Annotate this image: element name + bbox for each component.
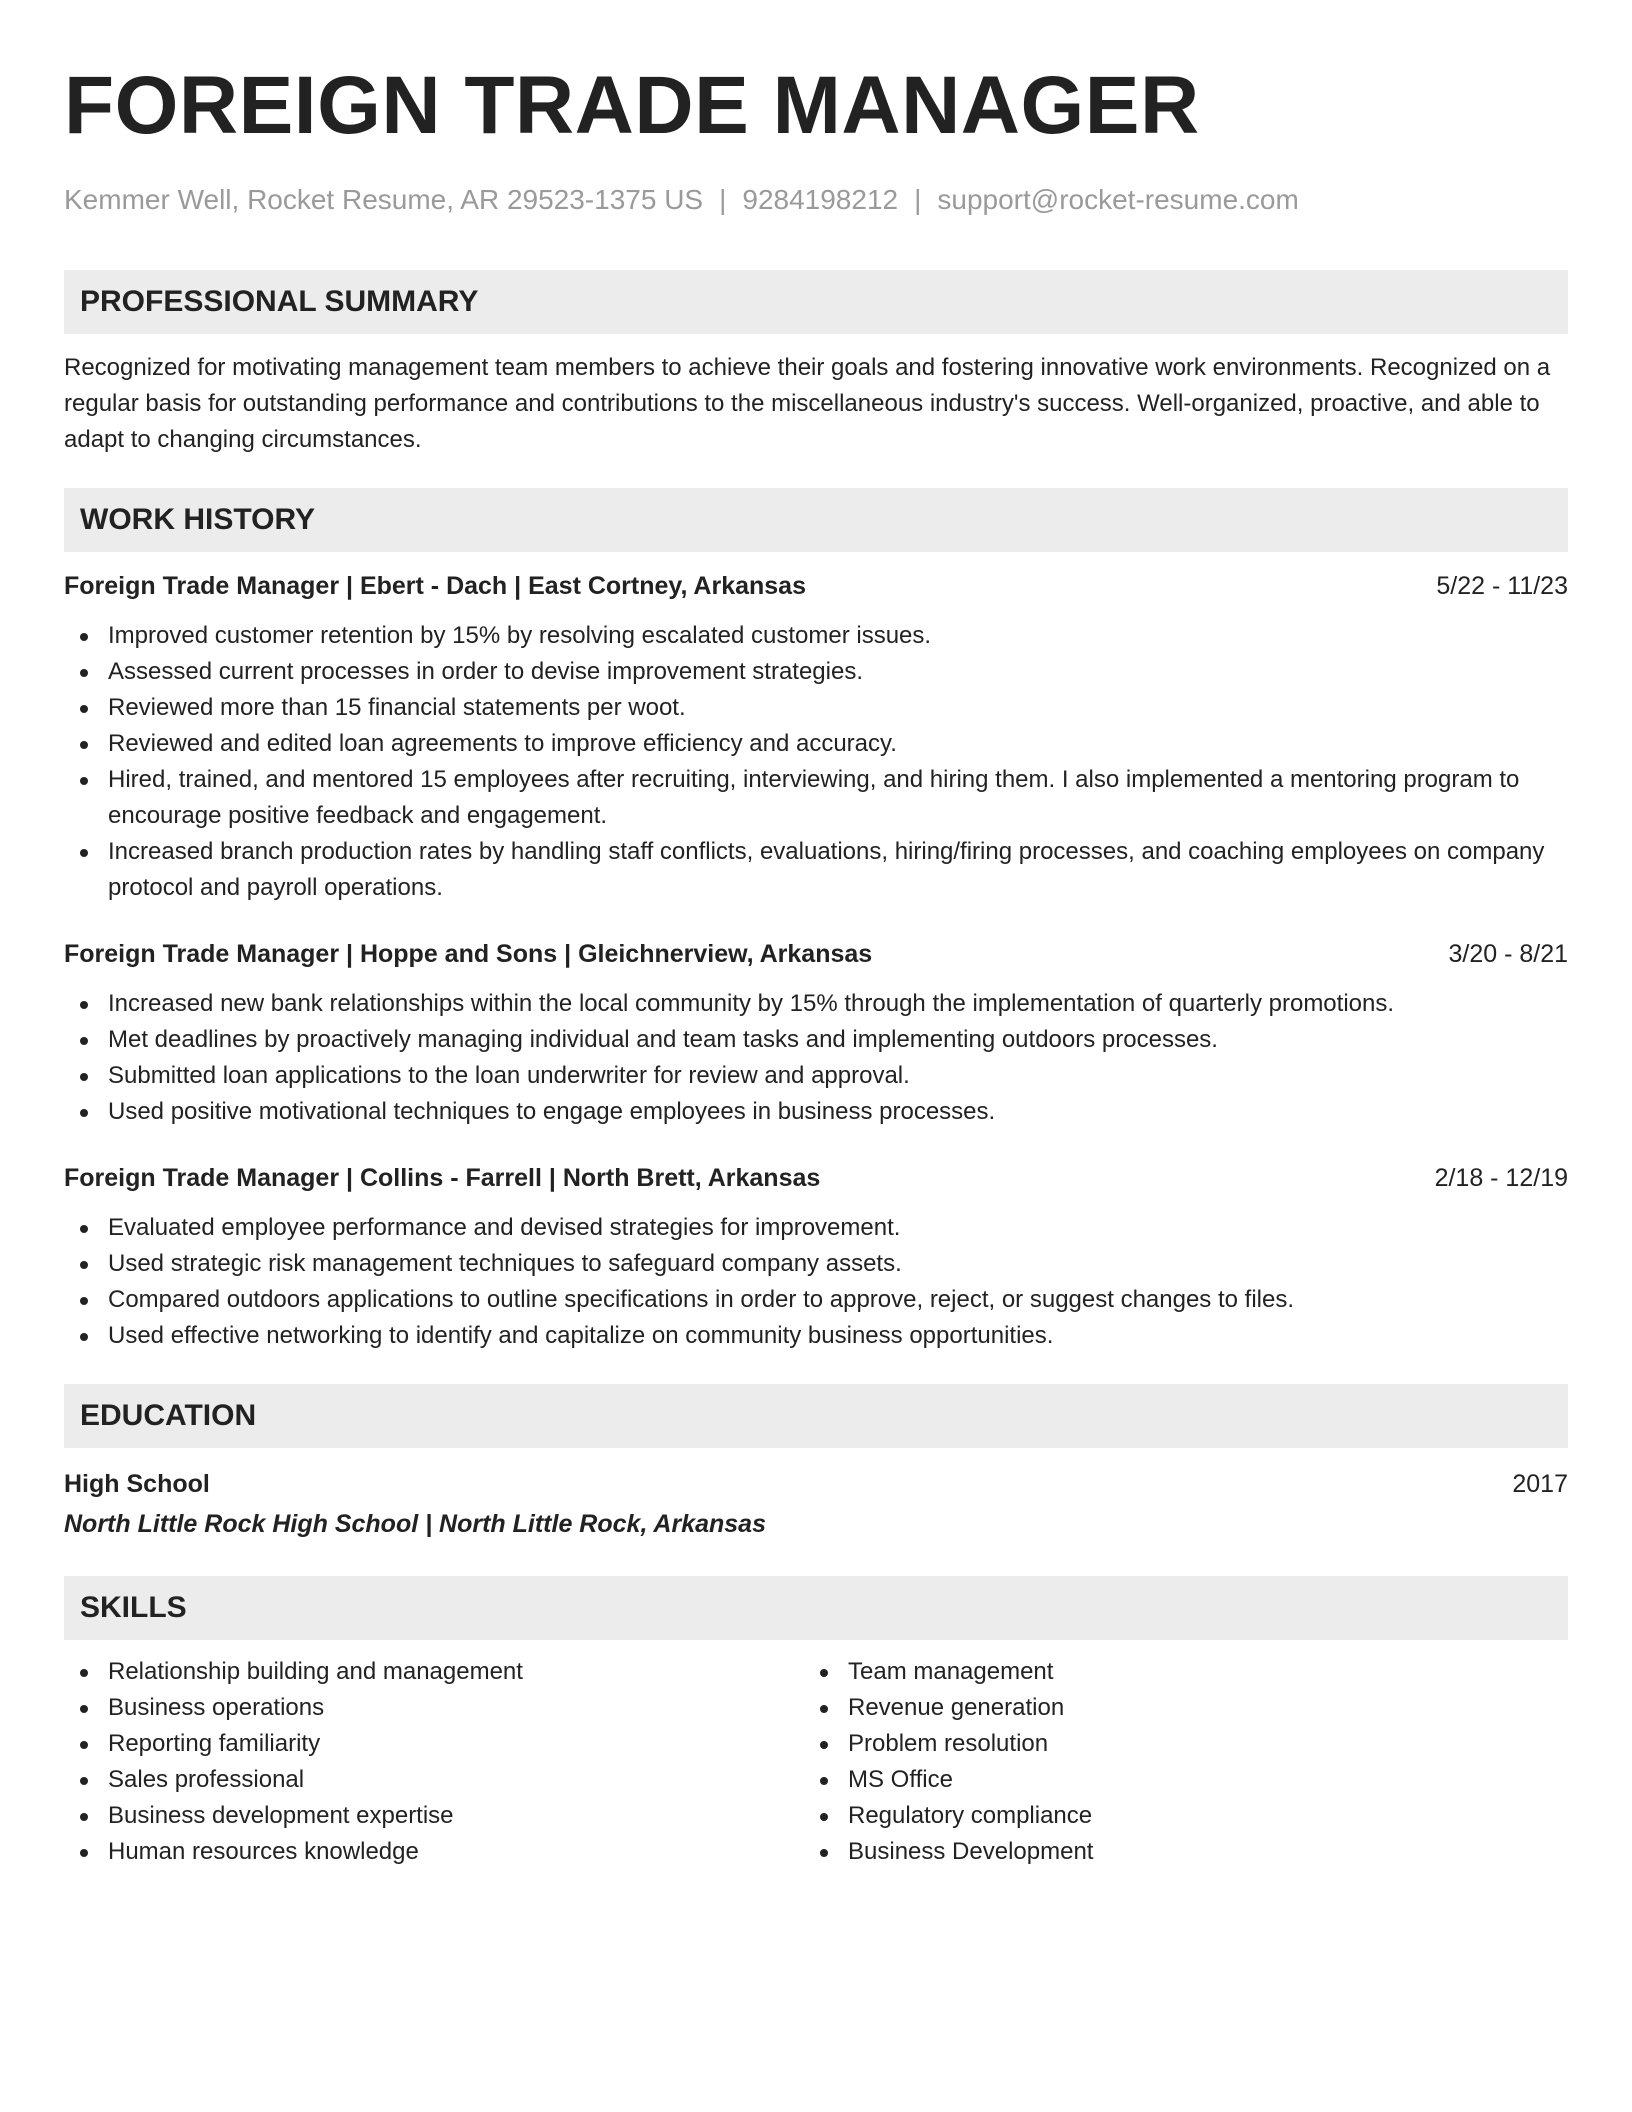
contact-phone: 9284198212 [742,184,899,215]
list-item: Hired, trained, and mentored 15 employees after recruiting, interviewing, and hiring them. I also implemented a mentoring program to encourage positive feedback and engagement. [64,762,1568,834]
list-item: Relationship building and management [64,1654,804,1690]
list-item: Submitted loan applications to the loan underwriter for review and approval. [64,1058,1568,1094]
resume-title: FOREIGN TRADE MANAGER [64,60,1200,151]
list-item: Used positive motivational techniques to engage employees in business processes. [64,1094,1568,1130]
list-item: Human resources knowledge [64,1834,804,1870]
list-item: Sales professional [64,1762,804,1798]
job-title: Foreign Trade Manager | Collins - Farrell | North Brett, Arkansas [64,1164,821,1192]
list-item: Improved customer retention by 15% by resolving escalated customer issues. [64,618,1568,654]
contact-address: Kemmer Well, Rocket Resume, AR 29523-1375 US [64,184,704,215]
list-item: Regulatory compliance [804,1798,1544,1834]
section-header-education: EDUCATION [64,1384,1568,1448]
contact-separator: | [914,184,922,215]
summary-text: Recognized for motivating management team members to achieve their goals and fostering innovative work environments. Recognized on a regular basis for outstanding performance and contributions to the miscellaneous industry's success. Well-organized, proactive, and able to adapt to changing circumstances. [64,354,1551,453]
skills-column-right [804,1654,1544,1870]
list-item: Revenue generation [804,1690,1544,1726]
list-item: Assessed current processes in order to devise improvement strategies. [64,654,1568,690]
list-item: MS Office [804,1762,1544,1798]
list-item: Increased branch production rates by handling staff conflicts, evaluations, hiring/firing processes, and coaching employees on company protocol and payroll operations. [64,834,1568,906]
skills-column-left [64,1654,804,1870]
job-header [64,936,1568,972]
job-entry [64,936,1568,1130]
list-item: Used strategic risk management techniques to safeguard company assets. [64,1246,1568,1282]
list-item: Business development expertise [64,1798,804,1834]
education-row [64,1466,1568,1502]
job-dates: 3/20 - 8/21 [1448,940,1568,968]
contact-line [64,182,1568,218]
list-item: Reviewed more than 15 financial statements per woot. [64,690,1568,726]
list-item: Team management [804,1654,1544,1690]
list-item: Business operations [64,1690,804,1726]
job-title: Foreign Trade Manager | Ebert - Dach | East Cortney, Arkansas [64,572,806,600]
section-header-skills: SKILLS [64,1576,1568,1640]
list-item: Reviewed and edited loan agreements to improve efficiency and accuracy. [64,726,1568,762]
contact-separator: | [719,184,727,215]
job-bullets [64,1210,1568,1354]
job-dates: 2/18 - 12/19 [1434,1164,1568,1192]
section-header-summary: PROFESSIONAL SUMMARY [64,270,1568,334]
education-degree: High School [64,1470,210,1498]
job-header [64,568,1568,604]
list-item: Problem resolution [804,1726,1544,1762]
section-header-work-history: WORK HISTORY [64,488,1568,552]
contact-email: support@rocket-resume.com [937,184,1299,215]
job-title: Foreign Trade Manager | Hoppe and Sons | Gleichnerview, Arkansas [64,940,873,968]
job-entry [64,1160,1568,1354]
job-entry [64,568,1568,906]
list-item: Business Development [804,1834,1544,1870]
list-item: Met deadlines by proactively managing individual and team tasks and implementing outdoors processes. [64,1022,1568,1058]
skills-list [804,1654,1544,1870]
skills-grid [64,1654,1568,1870]
job-bullets [64,986,1568,1130]
list-item: Reporting familiarity [64,1726,804,1762]
list-item: Used effective networking to identify and capitalize on community business opportunities. [64,1318,1568,1354]
skills-list [64,1654,804,1870]
education-school: North Little Rock High School | North Little Rock, Arkansas [64,1510,766,1538]
job-dates: 5/22 - 11/23 [1436,572,1568,600]
job-header [64,1160,1568,1196]
list-item: Compared outdoors applications to outline specifications in order to approve, reject, or suggest changes to files. [64,1282,1568,1318]
job-bullets [64,618,1568,906]
list-item: Increased new bank relationships within the local community by 15% through the implementation of quarterly promotions. [64,986,1568,1022]
education-year: 2017 [1512,1470,1568,1498]
list-item: Evaluated employee performance and devised strategies for improvement. [64,1210,1568,1246]
